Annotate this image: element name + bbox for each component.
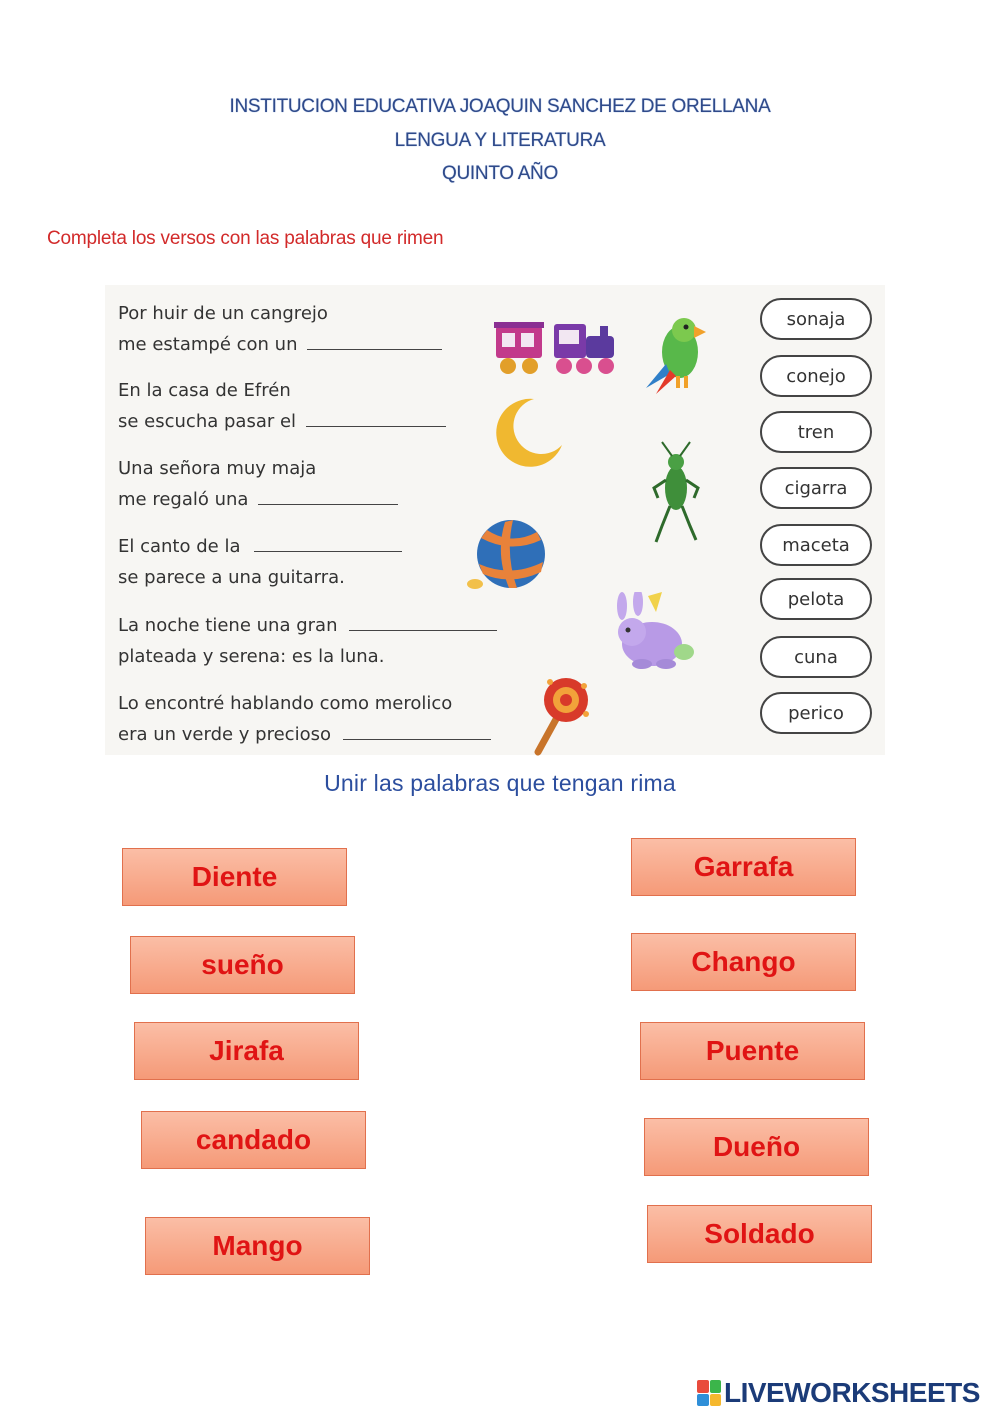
verse-1-line-1: Por huir de un cangrejo — [118, 303, 328, 324]
verse-1-blank[interactable] — [307, 348, 442, 350]
verse-1 — [118, 298, 442, 360]
verse-1-line-2: me estampé con un — [118, 334, 298, 355]
match-left-candado[interactable]: candado — [141, 1111, 366, 1169]
liveworksheets-mark-icon — [697, 1380, 721, 1406]
verse-5-blank[interactable] — [349, 629, 497, 631]
verse-3-blank[interactable] — [258, 503, 398, 505]
exercise2-instruction: Unir las palabras que tengan rima — [324, 770, 676, 796]
word-bank-cuna[interactable]: cuna — [760, 636, 872, 678]
verse-3-line-1: Una señora muy maja — [118, 458, 317, 479]
parrot-picture — [640, 312, 712, 398]
cricket-picture — [648, 440, 704, 548]
match-left-diente[interactable]: Diente — [122, 848, 347, 906]
verse-3 — [118, 453, 398, 515]
rabbit-picture — [608, 592, 704, 676]
exercise1-instruction: Completa los versos con las palabras que rimen — [47, 228, 444, 249]
word-bank-sonaja[interactable]: sonaja — [760, 298, 872, 340]
match-left-jirafa[interactable]: Jirafa — [134, 1022, 359, 1080]
match-right-soldado[interactable]: Soldado — [647, 1205, 872, 1263]
verse-5 — [118, 610, 497, 672]
liveworksheets-logo — [697, 1376, 980, 1410]
ball-picture — [465, 518, 555, 594]
verse-2 — [118, 375, 446, 437]
word-bank-maceta[interactable]: maceta — [760, 524, 872, 566]
verse-4 — [118, 531, 402, 593]
word-bank-perico[interactable]: perico — [760, 692, 872, 734]
verse-6 — [118, 688, 491, 750]
verse-4-line-1: El canto de la — [118, 536, 241, 557]
verse-4-blank[interactable] — [254, 550, 402, 552]
match-right-chango[interactable]: Chango — [631, 933, 856, 991]
word-bank-tren[interactable]: tren — [760, 411, 872, 453]
rattle-picture — [530, 672, 596, 756]
verse-3-line-2: me regaló una — [118, 489, 249, 510]
verse-5-line-2: plateada y serena: es la luna. — [118, 646, 385, 667]
verse-2-line-1: En la casa de Efrén — [118, 380, 291, 401]
verse-5-line-1: La noche tiene una gran — [118, 615, 338, 636]
match-left-sueno[interactable]: sueño — [130, 936, 355, 994]
verse-6-line-1: Lo encontré hablando como merolico — [118, 693, 453, 714]
verse-6-blank[interactable] — [343, 738, 491, 740]
word-bank-pelota[interactable]: pelota — [760, 578, 872, 620]
footer-brand: LIVEWORKSHEETS — [724, 1377, 980, 1408]
match-right-puente[interactable]: Puente — [640, 1022, 865, 1080]
moon-picture — [486, 395, 566, 467]
subject-title: LENGUA Y LITERATURA — [394, 130, 606, 151]
verse-4-line-2: se parece a una guitarra. — [118, 567, 345, 588]
match-right-dueno[interactable]: Dueño — [644, 1118, 869, 1176]
grade-title: QUINTO AÑO — [442, 163, 558, 184]
verse-2-line-2: se escucha pasar el — [118, 411, 297, 432]
match-right-garrafa[interactable]: Garrafa — [631, 838, 856, 896]
word-bank-conejo[interactable]: conejo — [760, 355, 872, 397]
school-name: INSTITUCION EDUCATIVA JOAQUIN SANCHEZ DE ORELLANA — [229, 96, 771, 117]
verse-6-line-2: era un verde y precioso — [118, 724, 331, 745]
match-left-mango[interactable]: Mango — [145, 1217, 370, 1275]
verse-2-blank[interactable] — [306, 425, 446, 427]
word-bank-cigarra[interactable]: cigarra — [760, 467, 872, 509]
train-picture — [492, 316, 627, 380]
